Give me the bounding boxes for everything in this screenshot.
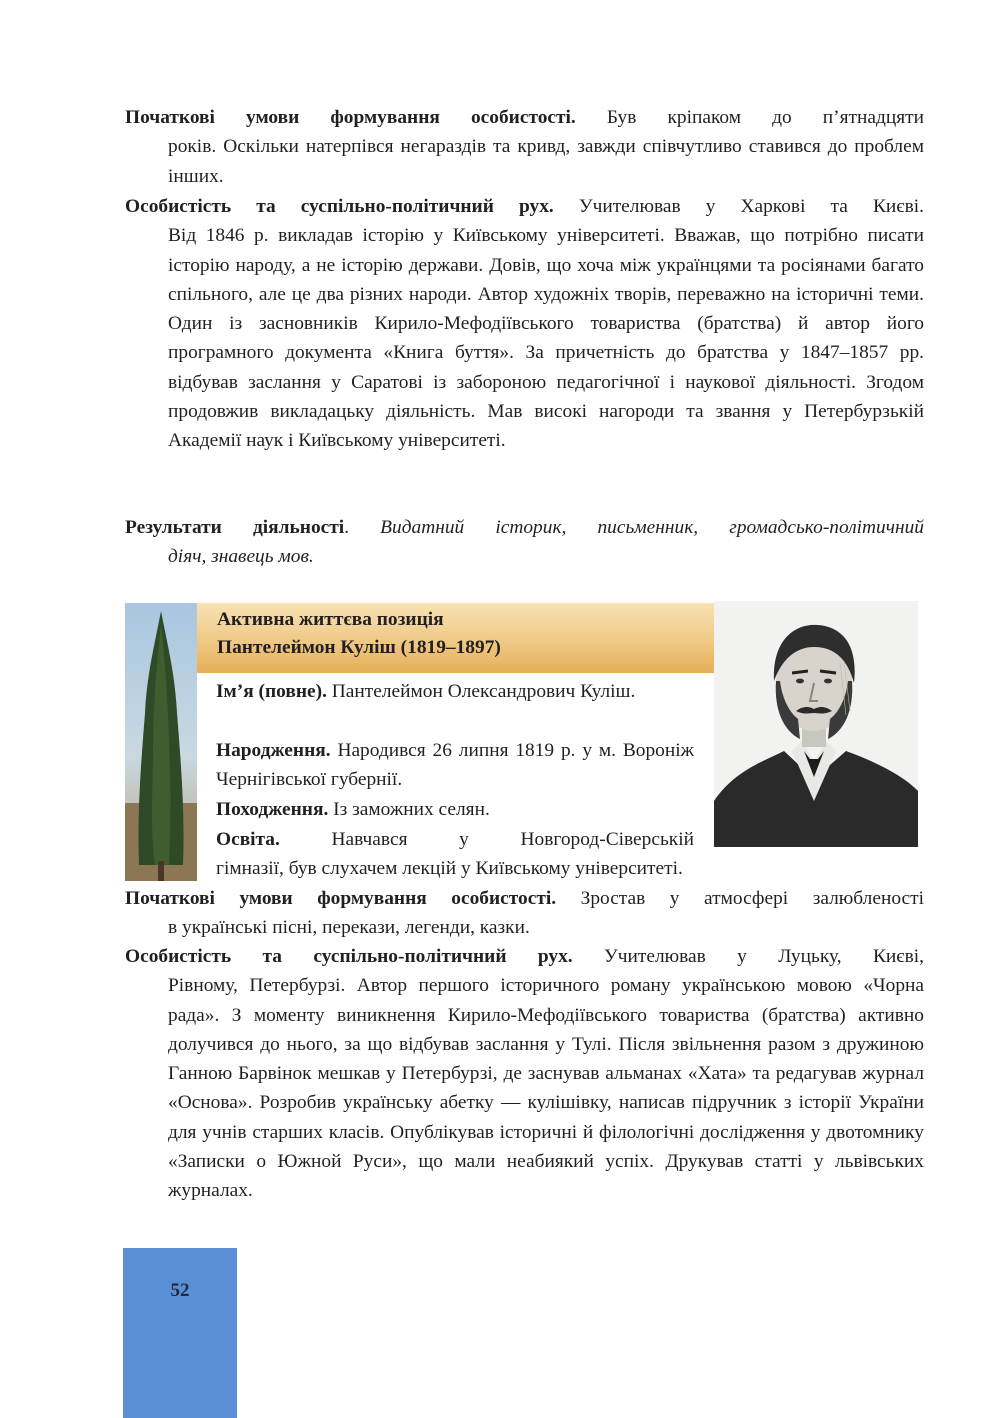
page-number-bar: [123, 1248, 237, 1418]
paragraph-first-line: Учителював у Харкові та Києві.: [553, 196, 924, 217]
fact-value: Із заможних селян.: [328, 799, 490, 820]
fact-full-name: [216, 677, 694, 706]
paragraph-continuation: років. Оскільки натерпівся негараздів та кривд, завжди співчутливо ставився до проблем інших.: [168, 136, 924, 187]
fact-value: Народився 26 липня 1819 р. у м. Вороніж Чернігівської губернії.: [216, 740, 694, 791]
paragraph-lead: Особистість та суспільно-політичний рух.: [125, 196, 554, 217]
paragraph-lead: Початкові умови формування особистості.: [125, 888, 557, 909]
cypress-tree-image: [125, 603, 197, 881]
fact-label: Народження.: [216, 740, 331, 761]
fact-label: Походження.: [216, 799, 329, 820]
paragraph-results: Результати діяльності. Видатний історик, письменник, громадсько-політичний діяч, знавець мов.: [125, 513, 924, 572]
paragraph-first-line: Зростав у атмосфері залюбленості: [556, 888, 924, 909]
paragraph-continuation: Від 1846 р. викладав історію у Київському університеті. Вважав, що потрібно писати історію народу, а не історію держави. Довів, що хоча між українцями та росіянами багато спільного, але це два різних народи. Автор художніх творів, переважно на історичні теми. Один із засновників Кирило-Мефодіївського товариства (братства) й автор його програмного документа «Книга буття». За причетність до братства у 1847–1857 рр. відбував заслання у Саратові із забороною педагогічної і наукової діяльності. Згодом продовжив викладацьку діяльність. Мав високі нагороди та звання у Петербурзькій Академії наук і Київському університеті.: [168, 225, 924, 452]
paragraph-continuation: діяч, знавець мов.: [168, 546, 314, 568]
page-number: 52: [170, 1280, 190, 1301]
paragraph-personality-movement-1: [125, 192, 924, 456]
paragraph-personality-movement-2: [125, 942, 924, 1206]
paragraph-lead: Особистість та суспільно-політичний рух.: [125, 946, 573, 967]
fact-value: Пантелеймон Олександрович Куліш.: [326, 681, 636, 702]
fact-value: Навчався у Новгород-Сіверській: [279, 829, 694, 850]
fact-birth: [216, 736, 694, 795]
paragraph-first-line: Видатний історик, письменник, громадсько-політичний: [380, 517, 924, 538]
profile-header-name: Пантелеймон Куліш (1819–1897): [217, 637, 501, 658]
paragraph-initial-conditions-1: [125, 103, 924, 191]
paragraph-lead: Результати діяльності: [125, 517, 345, 538]
paragraph-continuation: в українські пісні, перекази, легенди, казки.: [168, 917, 530, 939]
paragraph-lead: Початкові умови формування особистості.: [125, 107, 576, 128]
paragraph-continuation: Рівному, Петербурзі. Автор першого історичного роману українською мовою «Чорна рада». З моменту виникнення Кирило-Мефодіївського товариства (братства) активно долучився до нього, за що відбував заслання у Тулі. Після звільнення разом з дружиною Ганною Барвінок мешкав у Петербурзі, де заснував альманах «Хата» та редагував журнал «Основа». Розробив українську абетку — кулішівку, написав підручник з історії України для учнів старших класів. Опублікував історичні й філологічні дослідження у двотомнику «Записки о Южной Руси», що мали неабиякий успіх. Друкував статті у львівських журналах.: [168, 975, 924, 1202]
paragraph-initial-conditions-2: [125, 884, 924, 943]
fact-origin: [216, 795, 694, 824]
profile-header: [197, 603, 714, 673]
portrait-image: [714, 601, 918, 847]
fact-value-continuation: гімназії, був слухачем лекцій у Київському університеті.: [216, 858, 683, 880]
fact-label: Ім’я (повне).: [216, 681, 327, 702]
fact-label: Освіта.: [216, 829, 280, 850]
paragraph-first-line: Був кріпаком до п’ятнадцяти: [575, 107, 924, 128]
fact-education: [216, 825, 694, 884]
paragraph-first-line: Учителював у Луцьку, Києві,: [572, 946, 924, 967]
profile-header-title: Активна життєва позиція: [217, 609, 444, 630]
